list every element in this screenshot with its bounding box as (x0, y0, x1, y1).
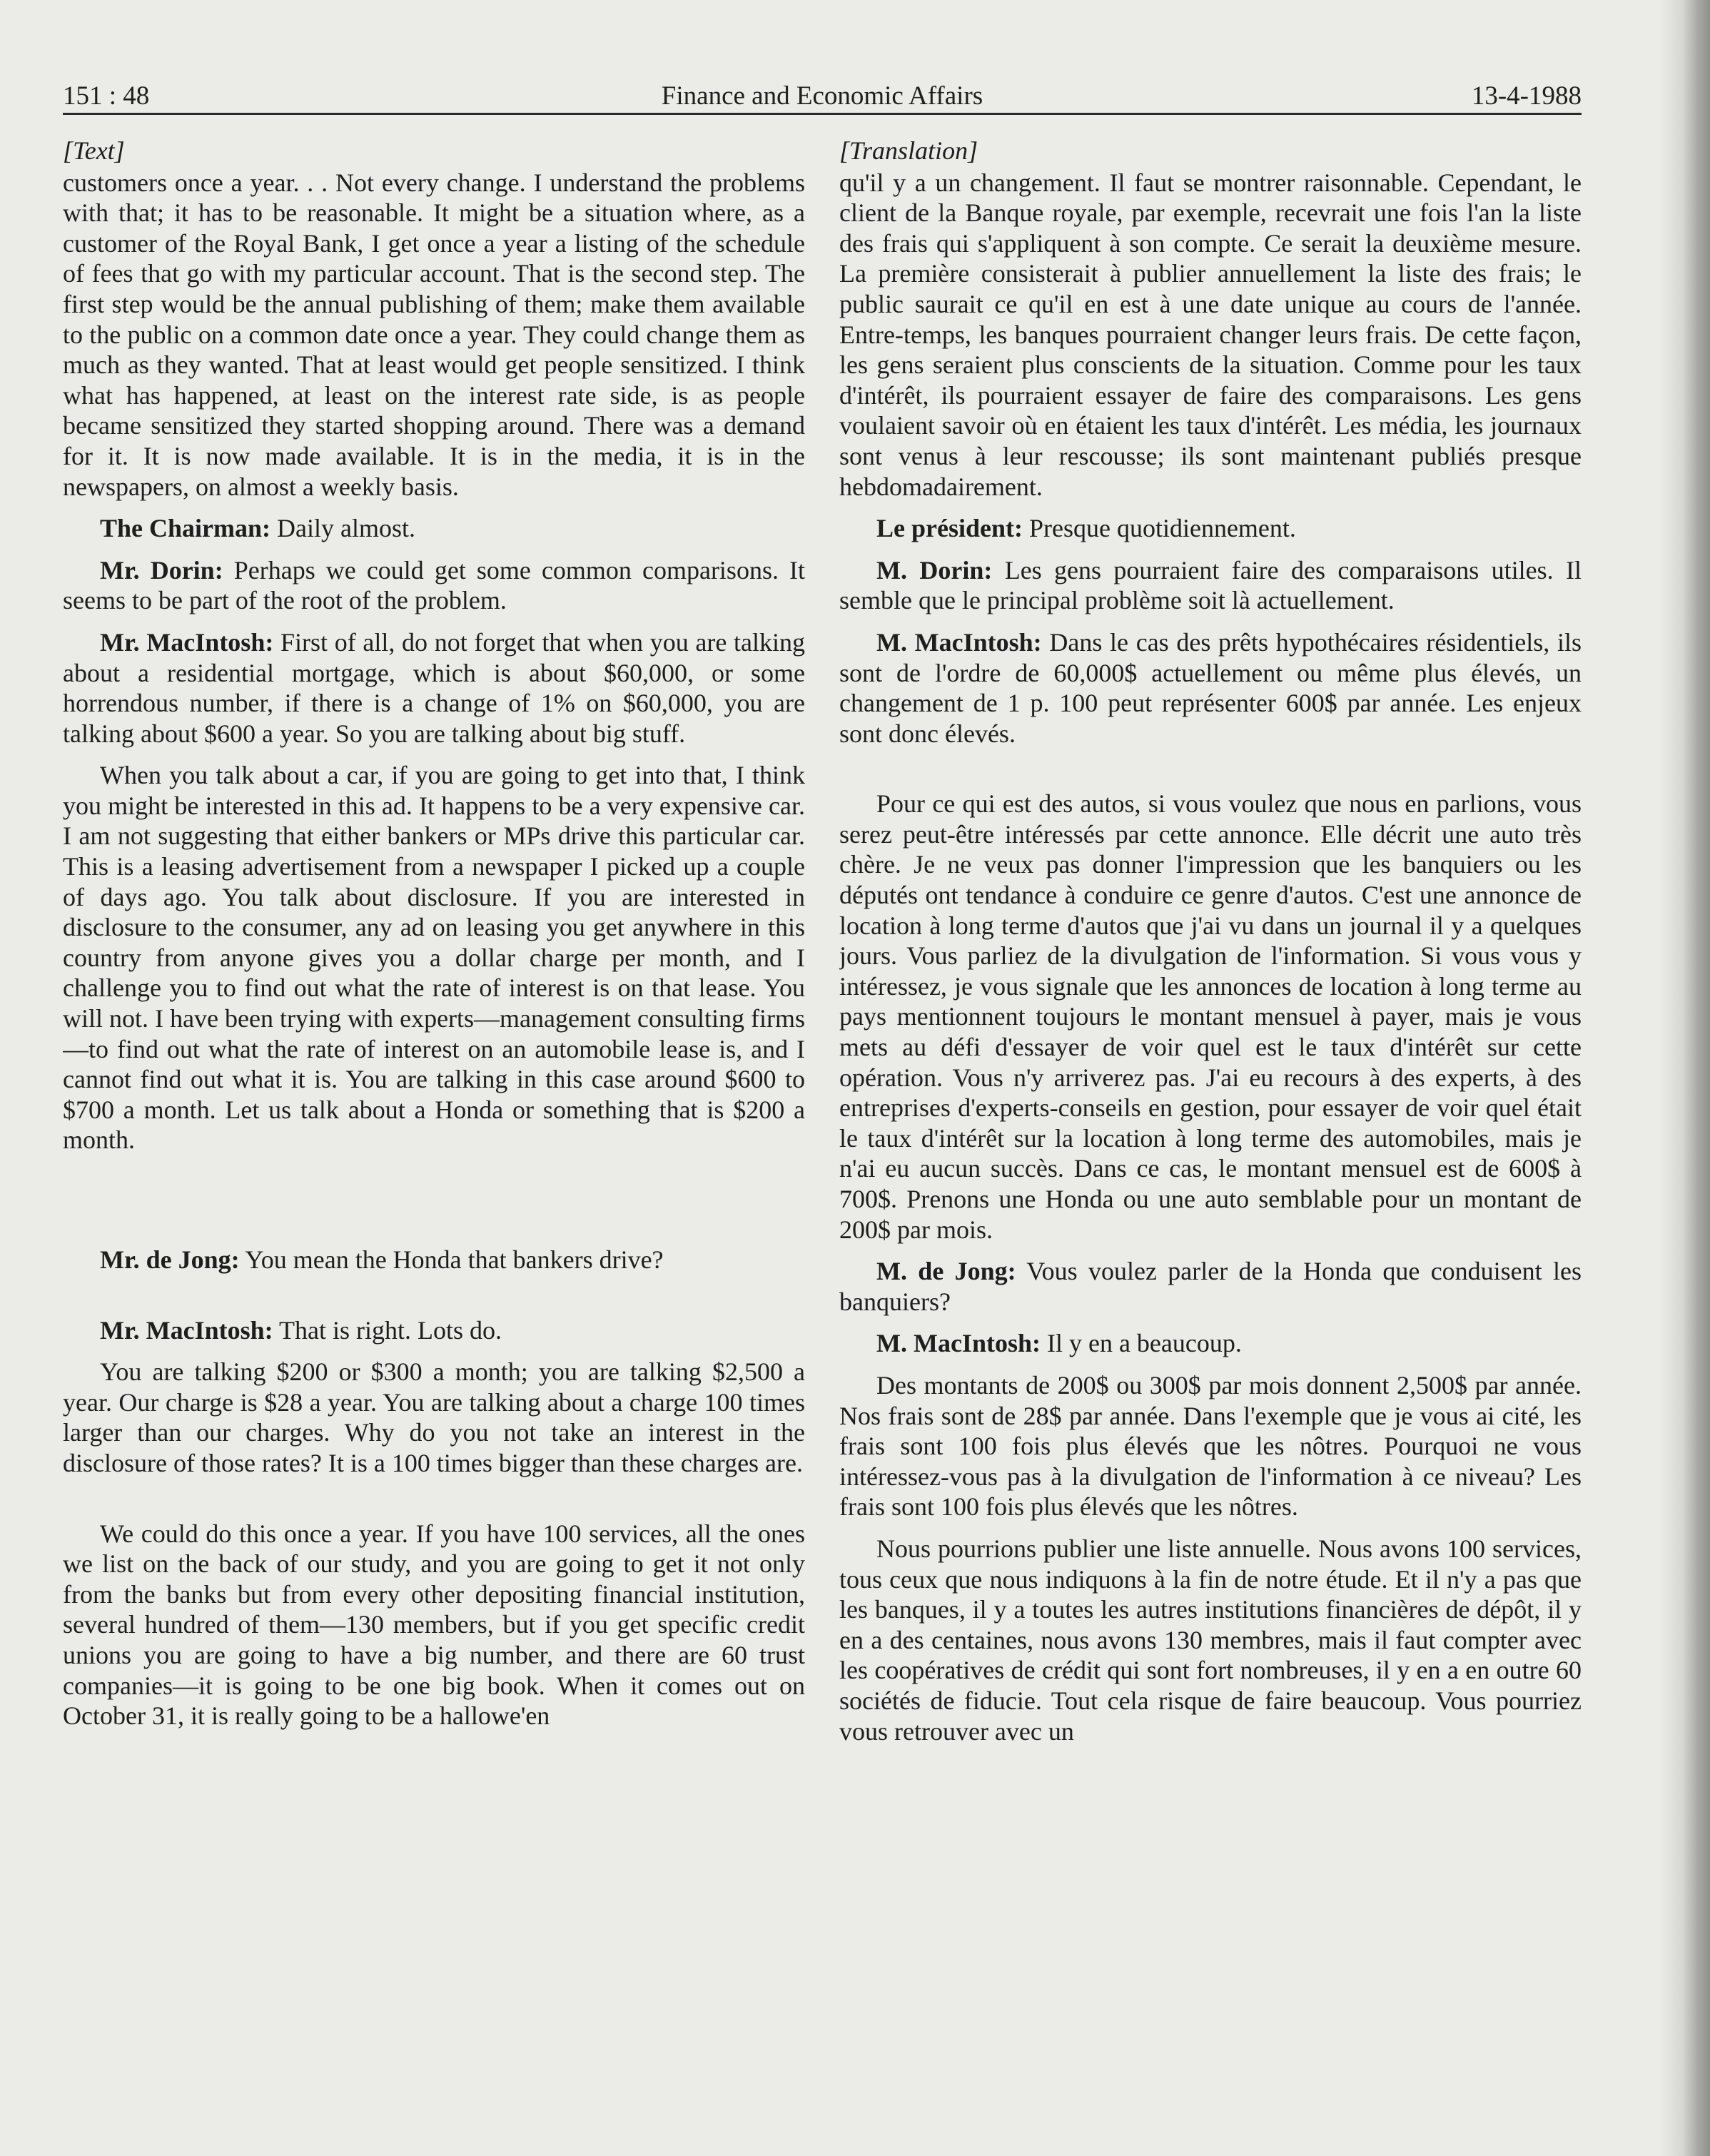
speaker-name: Mr. MacIntosh: (100, 627, 274, 657)
english-text-column (63, 136, 805, 2091)
publication-title: Finance and Economic Affairs (661, 81, 983, 111)
paragraph: Des montants de 200$ ou 300$ par mois donnent 2,500$ par année. Nos frais sont de 28$ par année. Dans l'exemple que je vous ai cité, les frais sont 100 fois plus élevés que les nôtres. Pourquoi ne vous intéressez-vous pas à la divulgation de l'information à ce niveau? Les frais sont 100 fois plus élevés que les nôtres. (839, 1370, 1582, 1522)
paragraph: Mr. MacIntosh: First of all, do not forget that when you are talking about a residential mortgage, which is about $60,000, or some horrendous number, if there is a change of 1% on $60,000, you are talking about $600 a year. So you are talking about big stuff. (63, 627, 805, 748)
page-date: 13-4-1988 (1471, 81, 1582, 111)
speaker-name: Mr. Dorin: (100, 555, 223, 584)
paragraph: customers once a year. . . Not every change. I understand the problems with that; it has to be reasonable. It might be a situation where, as a customer of the Royal Bank, I get once a year a listing of the schedule of fees that go with my particular account. That is the second step. The first step would be the annual publishing of them; make them available to the public on a common date once a year. They could change them as much as they wanted. That at least would get people sensitized. I think what has happened, at least on the interest rate side, is as people became sensitized they started shopping around. There was a demand for it. It is now made available. It is in the media, it is in the newspapers, on almost a weekly basis. (63, 168, 805, 501)
speaker-name: M. MacIntosh: (876, 1329, 1041, 1358)
paragraph: Le président: Presque quotidiennement. (876, 514, 1296, 543)
paragraph: When you talk about a car, if you are going to get into that, I think you might be interested in this ad. It happens to be a very expensive car. I am not suggesting that either bankers or MPs drive this particular car. This is a leasing advertisement from a newspaper I picked up a couple of days ago. You talk about disclosure. If you are interested in disclosure to the consumer, any ad on leasing you get anywhere in this country from anyone gives you a dollar charge per month, and I challenge you to find out what the rate of interest is on that lease. You will not. I have been trying with experts—management consulting firms—to find out what the rate of interest on an automobile lease is, and I cannot find out what it is. You are talking in this case around $600 to $700 a month. Let us talk about a Honda or something that is $200 a month. (63, 761, 805, 1155)
paragraph: The Chairman: Daily almost. (100, 514, 415, 543)
column-tag: [Translation] (839, 136, 978, 165)
paragraph: Pour ce qui est des autos, si vous voulez que nous en parlions, vous serez peut-être intéressés par cette annonce. Elle décrit une auto très chère. Je ne veux pas donner l'impression que les banquiers ou les députés ont tendance à conduire ce genre d'autos. C'est une annonce de location à long terme d'autos que j'ai vu dans un journal il y a quelques jours. Vous parliez de la divulgation de l'information. Si vous vous y intéressez, je vous signale que les annonces de location à long terme au pays mentionnent toujours le montant mensuel à payer, mais je vous mets au défi d'essayer de voir quel est le taux d'intérêt sur cette opération. Vous n'y arriverez pas. J'ai eu recours à des experts, à des entreprises d'experts-conseils en gestion, pour essayer de voir quel était le taux d'intérêt sur la location à long terme des automobiles, mais je n'ai eu aucun succès. Dans ce cas, le montant mensuel est de 600$ à 700$. Prenons une Honda ou une auto semblable pour un montant de 200$ par mois. (839, 789, 1582, 1244)
paragraph: Mr. de Jong: You mean the Honda that bankers drive? (100, 1245, 664, 1274)
speaker-name: M. Dorin: (876, 555, 993, 584)
paragraph: You are talking $200 or $300 a month; you are talking $2,500 a year. Our charge is $28 a year. You are talking about a charge 100 times larger than our charges. Why do you not take an interest in the disclosure of those rates? It is a 100 times bigger than these charges are. (63, 1357, 805, 1477)
speaker-name: Mr. de Jong: (100, 1245, 240, 1274)
speaker-name: Mr. MacIntosh: (100, 1315, 273, 1345)
speaker-name: M. de Jong: (876, 1257, 1016, 1286)
paragraph: We could do this once a year. If you have 100 services, all the ones we list on the back of our study, and you are going to get it not only from the banks but from every other depositing financial institution, several hundred of them—130 members, but if you get specific credit unions you are going to have a big number, and there are 60 trust companies—it is going to be one big book. When it comes out on October 31, it is really going to be a hallowe'en (63, 1519, 805, 1731)
paragraph: M. Dorin: Les gens pourraient faire des comparaisons utiles. Il semble que le principal problème soit là actuellement. (839, 555, 1582, 615)
paragraph: M. MacIntosh: Dans le cas des prêts hypothécaires résidentiels, ils sont de l'ordre de 60,000$ actuellement ou même plus élevés, un changement de 1 p. 100 peut représenter 600$ par année. Les enjeux sont donc élevés. (839, 627, 1582, 748)
paragraph: Nous pourrions publier une liste annuelle. Nous avons 100 services, tous ceux que nous indiquons à la fin de notre étude. Et il n'y a pas que les banques, il y a toutes les autres institutions financières de dépôt, il y en a des centaines, nous avons 130 membres, mais il faut compter avec les coopératives de crédit qui sont fort nombreuses, il y en a en outre 60 sociétés de fiducie. Tout cela risque de faire beaucoup. Vous pourriez vous retrouver avec un (839, 1534, 1582, 1746)
column-tag: [Text] (63, 136, 125, 165)
paragraph: M. MacIntosh: Il y en a beaucoup. (876, 1329, 1242, 1358)
french-translation-column (839, 136, 1582, 2091)
page-header (63, 79, 1582, 114)
speaker-name: The Chairman: (100, 514, 271, 543)
paragraph: M. de Jong: Vous voulez parler de la Honda que conduisent les banquiers? (839, 1257, 1582, 1316)
paragraph: Mr. MacIntosh: That is right. Lots do. (100, 1315, 502, 1345)
paragraph: Mr. Dorin: Perhaps we could get some common comparisons. It seems to be part of the root of the problem. (63, 555, 805, 615)
page-number: 151 : 48 (63, 81, 150, 111)
scan-page-edge (1660, 0, 1710, 2156)
paragraph: qu'il y a un changement. Il faut se montrer raisonnable. Cependant, le client de la Banque royale, par exemple, recevrait une fois l'an la liste des frais qui s'appliquent à son compte. Ce serait la deuxième mesure. La première consisterait à publier annuellement la liste des frais; le public saurait ce qu'il en est à une date unique au cours de l'année. Entre-temps, les banques pourraient changer leurs frais. De cette façon, les gens seraient plus conscients de la situation. Comme pour les taux d'intérêt, ils pourraient essayer de faire des comparaisons. Les gens voulaient savoir où en étaient les taux d'intérêt. Les média, les journaux sont venus à leur rescousse; ils sont maintenant publiés presque hebdomadairement. (839, 168, 1582, 501)
speaker-name: Le président: (876, 514, 1023, 543)
header-rule (63, 113, 1582, 115)
speaker-name: M. MacIntosh: (876, 627, 1042, 657)
